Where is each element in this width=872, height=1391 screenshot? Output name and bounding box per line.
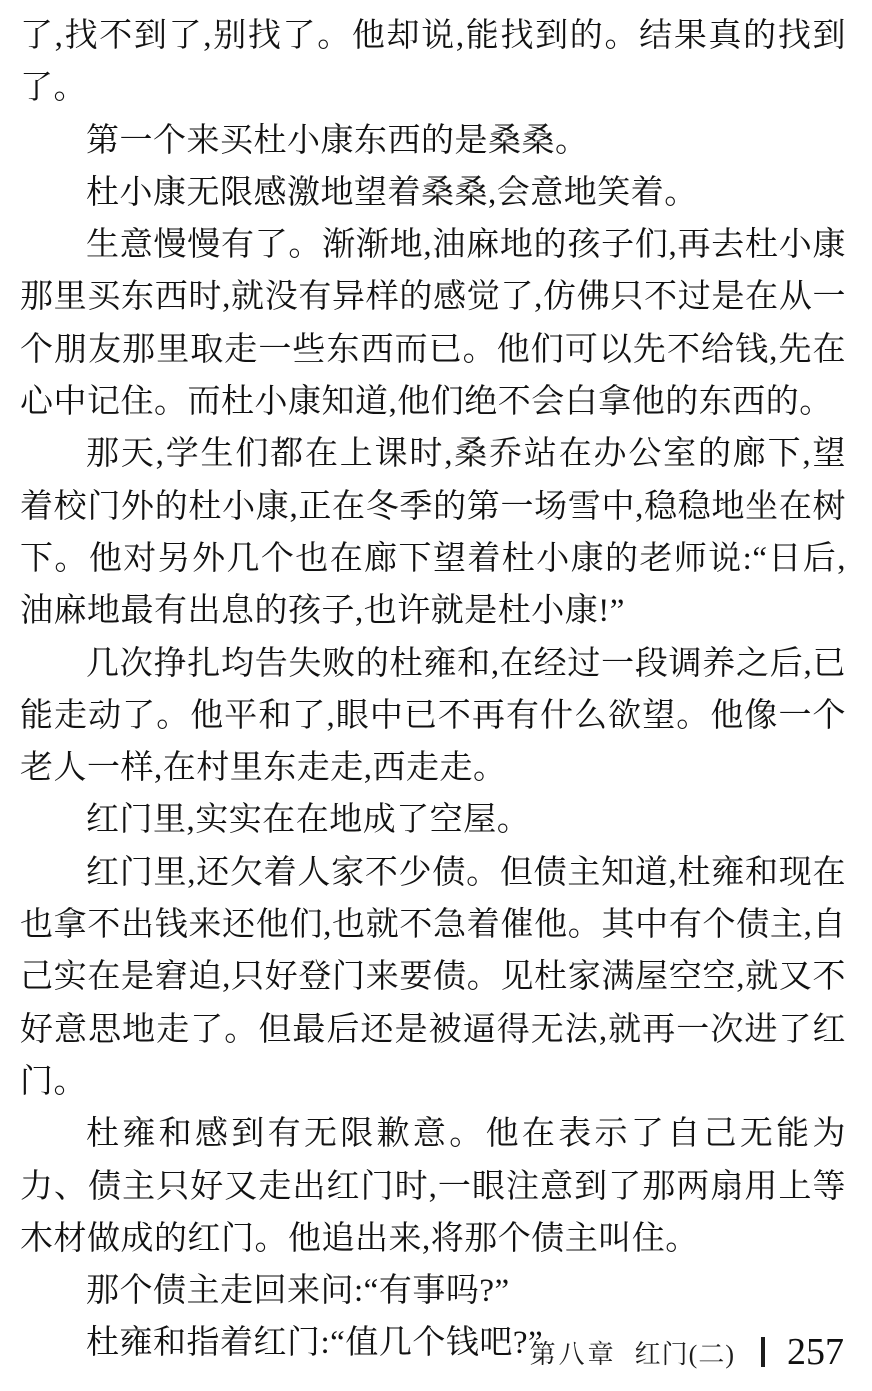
page-footer <box>530 1333 844 1371</box>
body-paragraph: 红门里,实实在在地成了空屋。 <box>86 802 531 839</box>
body-paragraph: 第一个来买杜小康东西的是桑桑。 <box>86 122 589 159</box>
body-paragraph: 红门里,还欠着人家不少债。但债主知道,杜雍和现在也拿不出钱来还他们,也就不急着催他。其中有个债主,自己实在是窘迫,只好登门来要债。见杜家满屋空空,就又不好意思地走了。但最后还是被逼得无法,就再一次进了红门。 <box>20 854 846 1100</box>
footer-divider <box>761 1337 765 1367</box>
body-paragraph: 几次挣扎均告失败的杜雍和,在经过一段调养之后,已能走动了。他平和了,眼中已不再有什么欲望。他像一个老人一样,在村里东走走,西走走。 <box>20 645 846 787</box>
body-text <box>20 10 846 1373</box>
body-paragraph: 杜小康无限感激地望着桑桑,会意地笑着。 <box>86 174 698 211</box>
body-paragraph: 生意慢慢有了。渐渐地,油麻地的孩子们,再去杜小康那里买东西时,就没有异样的感觉了,仿佛只不过是在从一个朋友那里取走一些东西而已。他们可以先不给钱,先在心中记住。而杜小康知道,他们绝不会白拿他的东西的。 <box>20 227 846 421</box>
body-paragraph: 那天,学生们都在上课时,桑乔站在办公室的廊下,望着校门外的杜小康,正在冬季的第一场雪中,稳稳地坐在树下。他对另外几个也在廊下望着杜小康的老师说:“日后,油麻地最有出息的孩子,也许就是杜小康!” <box>20 436 846 630</box>
body-paragraph: 杜雍和指着红门:“值几个钱吧?” <box>86 1325 544 1362</box>
body-paragraph: 那个债主走回来问:“有事吗?” <box>86 1273 510 1310</box>
page-number: 257 <box>787 1331 844 1373</box>
body-paragraph: 杜雍和感到有无限歉意。他在表示了自己无能为力、债主只好又走出红门时,一眼注意到了那两扇用上等木材做成的红门。他追出来,将那个债主叫住。 <box>20 1116 846 1257</box>
section-title: 红门(二) <box>634 1339 735 1369</box>
body-paragraph: 了,找不到了,别找了。他却说,能找到的。结果真的找到了。 <box>20 18 846 107</box>
chapter-label: 第八章 <box>529 1339 617 1369</box>
